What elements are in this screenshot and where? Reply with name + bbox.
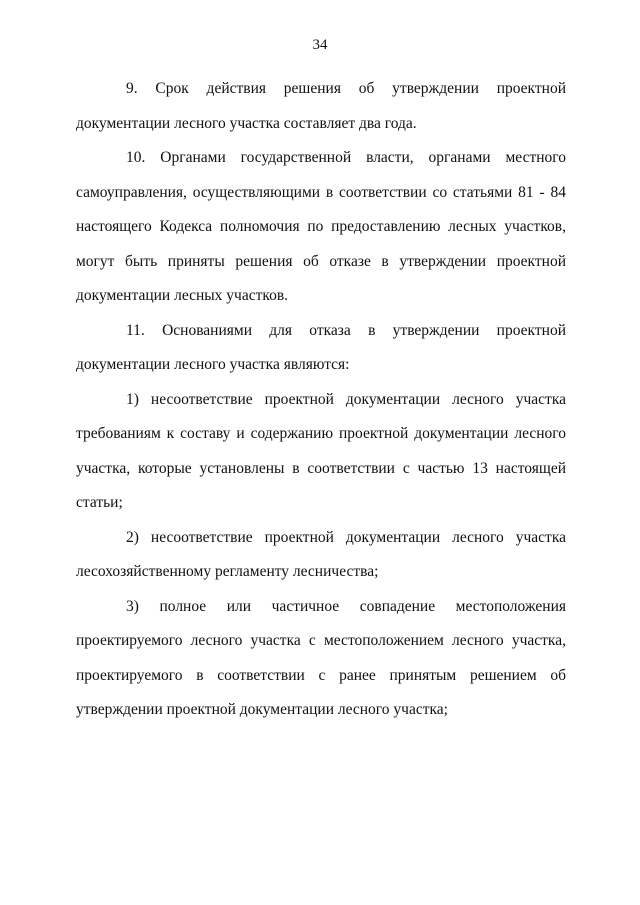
document-body — [76, 72, 566, 728]
paragraph-9-term: 9. Срок действия решения об утверждении проектной документации лесного участка составляет два года. — [76, 80, 566, 132]
page-number: 34 — [312, 37, 328, 53]
list-item-1: 1) несоответствие проектной документации лесного участка требованиям к составу и содержанию проектной документации лесного участка, которые установлены в соответствии с частью 13 настоящей статьи; — [76, 390, 566, 511]
list-item-2: 2) несоответствие проектной документации лесного участка лесохозяйственному регламенту лесничества; — [76, 528, 566, 580]
list-item-3: 3) полное или частичное совпадение местоположения проектируемого лесного участка с местоположением лесного участка, проектируемого в соответствии с ранее принятым решением об утверждении проектной документации лесного участка; — [76, 597, 566, 718]
paragraph-11-refusal-grounds: 11. Основаниями для отказа в утверждении проектной документации лесного участка являются: — [76, 321, 566, 373]
paragraph-10-refusal-authority: 10. Органами государственной власти, органами местного самоуправления, осуществляющими в соответствии со статьями 81 - 84 настоящего Кодекса полномочия по предоставлению лесных участков, могут быть приняты решения об отказе в утверждении проектной документации лесных участков. — [76, 149, 566, 304]
